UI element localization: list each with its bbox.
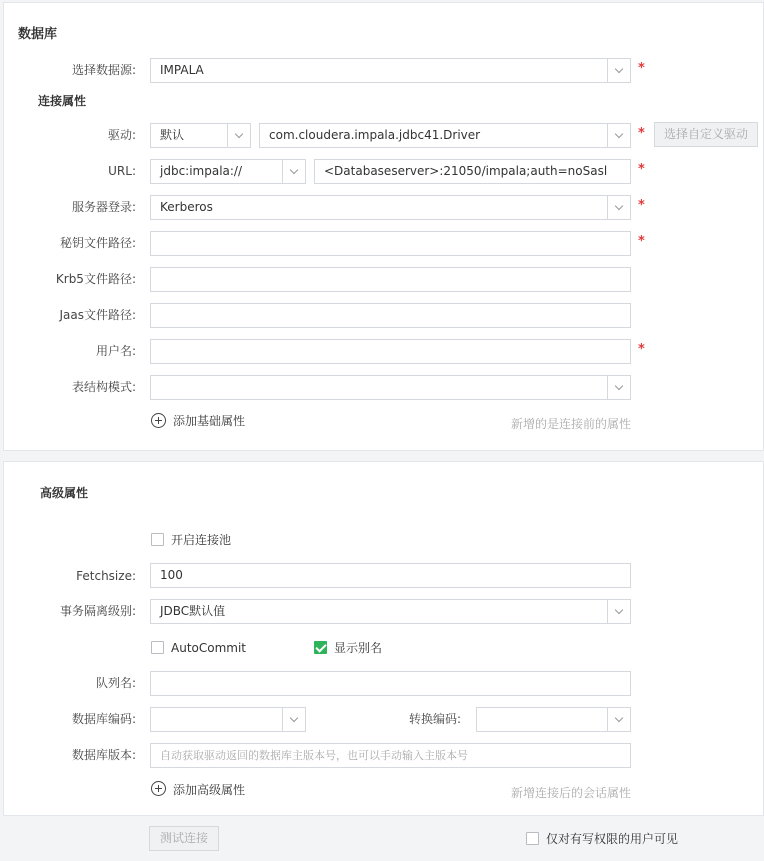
queue-input[interactable]: [150, 671, 631, 696]
add-advanced-property-button[interactable]: 添加高级属性: [173, 783, 246, 797]
add-basic-hint: 新增的是连接前的属性: [510, 417, 631, 431]
url-prefix-select[interactable]: [150, 159, 306, 184]
required-mark: *: [638, 198, 645, 213]
database-section-title: 数据库: [18, 27, 58, 42]
db-encoding-label: 数据库编码:: [71, 712, 136, 726]
pool-checkbox[interactable]: [151, 533, 164, 546]
advanced-section-title: 高级属性: [40, 486, 89, 500]
fetchsize-label: Fetchsize:: [76, 569, 136, 583]
chevron-down-icon: [607, 376, 630, 399]
krb5-input[interactable]: [150, 267, 631, 292]
chevron-down-icon: [607, 708, 630, 731]
schema-label: 表结构模式:: [71, 380, 136, 394]
driver-label: 驱动:: [107, 128, 136, 142]
autocommit-checkbox[interactable]: [151, 641, 164, 654]
queue-label: 队列名:: [95, 676, 136, 690]
connection-section-title: 连接属性: [38, 94, 87, 108]
keytab-input[interactable]: [150, 231, 631, 256]
convert-encoding-select[interactable]: [476, 707, 631, 732]
db-encoding-select[interactable]: [150, 707, 306, 732]
chevron-down-icon: [607, 196, 630, 219]
username-input[interactable]: [150, 339, 631, 364]
visible-checkbox[interactable]: [526, 832, 539, 845]
pool-label: 开启连接池: [171, 533, 232, 547]
add-circle-icon[interactable]: [151, 413, 166, 428]
url-input[interactable]: <Databaseserver>:21050/impala;auth=noSasl: [314, 159, 631, 184]
required-mark: *: [638, 234, 645, 249]
login-select[interactable]: [150, 195, 631, 220]
test-connection-button[interactable]: 测试连接: [149, 826, 219, 851]
username-label: 用户名:: [95, 344, 136, 358]
alias-label: 显示别名: [334, 641, 383, 655]
keytab-label: 秘钥文件路径:: [59, 236, 136, 250]
required-mark: *: [638, 162, 645, 177]
datasource-select[interactable]: [150, 58, 631, 83]
login-value: Kerberos: [160, 200, 213, 214]
isolation-label: 事务隔离级别:: [59, 604, 136, 618]
chevron-down-icon: [607, 600, 630, 623]
chevron-down-icon: [282, 708, 305, 731]
isolation-value: JDBC默认值: [160, 604, 226, 618]
driver-type-value: 默认: [160, 128, 185, 142]
chevron-down-icon: [607, 59, 630, 82]
convert-encoding-label: 转换编码:: [408, 712, 461, 726]
login-label: 服务器登录:: [71, 200, 136, 214]
add-basic-property-button[interactable]: 添加基础属性: [173, 414, 246, 428]
db-version-label: 数据库版本:: [71, 748, 136, 762]
chevron-down-icon: [227, 124, 250, 147]
datasource-value: IMPALA: [160, 63, 204, 77]
autocommit-label: AutoCommit: [171, 641, 246, 655]
custom-driver-button[interactable]: 选择自定义驱动: [654, 122, 758, 147]
visible-label: 仅对有写权限的用户可见: [546, 832, 679, 846]
chevron-down-icon: [607, 124, 630, 147]
db-version-input[interactable]: 自动获取驱动返回的数据库主版本号，也可以手动输入主版本号: [150, 743, 631, 768]
add-circle-icon[interactable]: [151, 781, 166, 796]
alias-checkbox[interactable]: [314, 641, 327, 654]
isolation-select[interactable]: [150, 599, 631, 624]
fetchsize-input[interactable]: 100: [150, 563, 631, 588]
advanced-panel: [3, 461, 764, 816]
driver-class-value: com.cloudera.impala.jdbc41.Driver: [269, 128, 481, 142]
required-mark: *: [638, 61, 645, 76]
krb5-label: Krb5文件路径:: [55, 272, 136, 286]
jaas-input[interactable]: [150, 303, 631, 328]
jaas-label: Jaas文件路径:: [59, 308, 136, 322]
required-mark: *: [638, 342, 645, 357]
datasource-label: 选择数据源:: [71, 63, 136, 77]
schema-select[interactable]: [150, 375, 631, 400]
driver-class-select[interactable]: [259, 123, 631, 148]
url-label: URL:: [108, 164, 136, 178]
database-panel: [3, 2, 764, 451]
chevron-down-icon: [282, 160, 305, 183]
url-prefix-value: jdbc:impala://: [160, 164, 243, 178]
driver-type-select[interactable]: [150, 123, 251, 148]
add-advanced-hint: 新增连接后的会话属性: [510, 786, 631, 800]
required-mark: *: [638, 126, 645, 141]
